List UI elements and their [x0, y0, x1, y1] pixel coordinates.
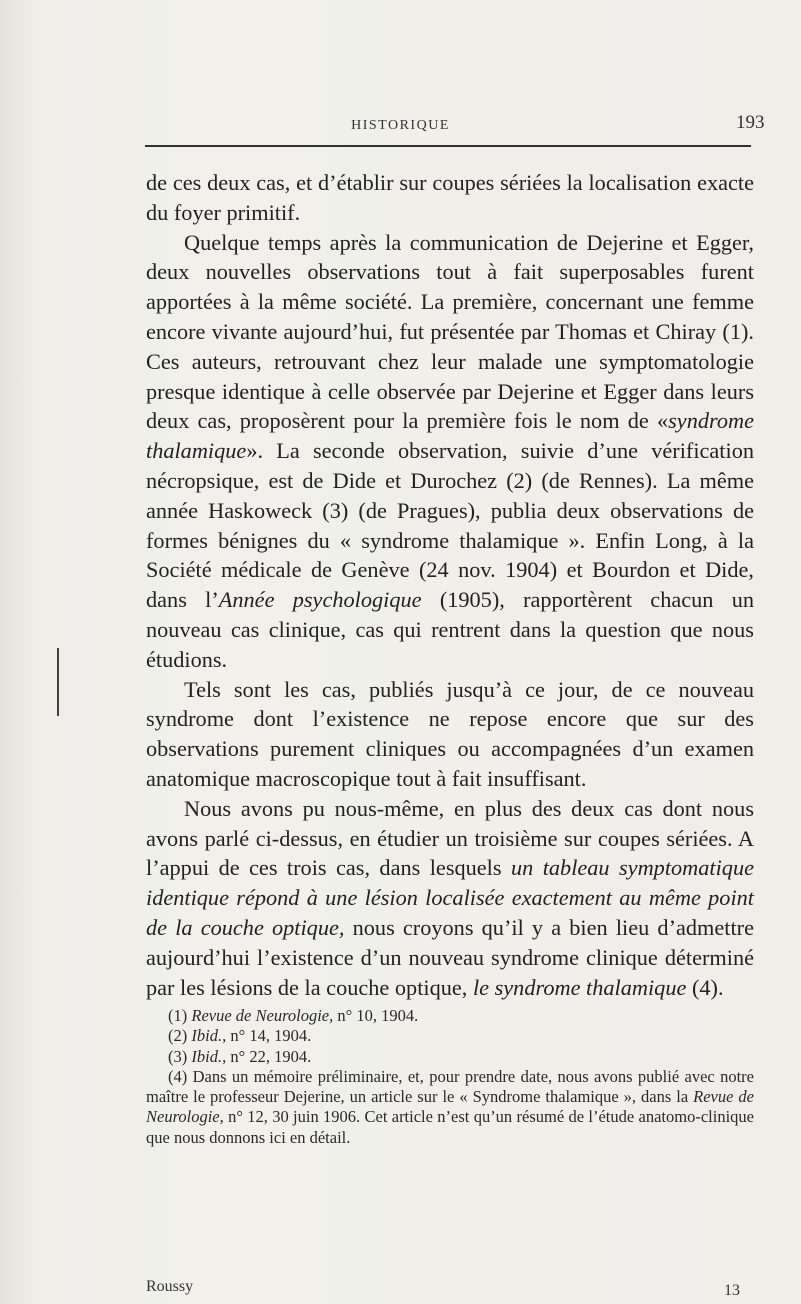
emphasis: syndrome thalamique [146, 408, 754, 464]
paragraph-3: Tels sont les cas, publiés jusqu’à ce jour, de ce nouveau syndrome dont l’existence ne repose encore que sur des observations purement cliniques ou accompagnées d’un examen anatomique macroscopique tout à fait insuffisant. [146, 676, 754, 791]
paragraph-1: de ces deux cas, et d’établir sur coupes sériées la localisation exacte du foyer primitif. [146, 170, 754, 225]
footnote-3: (3) Ibid., n° 22, 1904. [168, 1046, 312, 1066]
emphasis: un tableau symptomatique identique répond à une lésion localisée exactement au même point de la couche optique, [146, 855, 754, 940]
page-number: 193 [736, 112, 765, 133]
footnotes [146, 1006, 754, 1148]
footnote-4: (4) Dans un mémoire préliminaire, et, pour prendre date, nous avons publié avec notre maître le professeur Dejerine, un article sur le « Syndrome thalamique », dans la Revue de Neurologie, n° 12, 30 juin 1906. Cet article n’est qu’un résumé de l’étude anatomo-clinique que nous donnons ici en détail. [146, 1066, 755, 1147]
footnote-1: (1) Revue de Neurologie, n° 10, 1904. [168, 1006, 419, 1025]
paragraph-2: Quelque temps après la communication de Dejerine et Egger, deux nouvelles observations tout à fait superposables furent apportées à la même société. La première, concernant une femme encore vivante aujourd’hui, fut présentée par Thomas et Chiray (1). Ces auteurs, retrouvant chez leur malade une symptomatologie presque identique à celle observée par Dejerine et Egger dans leurs deux cas, proposèrent pour la première fois le nom de «syndrome thalamique». La seconde observation, suivie d’une vérification nécropsique, est de Dide et Durochez (2) (de Rennes). La même année Haskoweck (3) (de Pragues), publia deux observations de formes bénignes du « syndrome thalamique ». Enfin Long, à la Société médicale de Genève (24 nov. 1904) et Bourdon et Dide, dans l’Année psychologique (1905), rapportèrent chacun un nouveau cas clinique, cas qui rentrent dans la question que nous étudions. [146, 229, 754, 672]
running-header: HISTORIQUE [351, 118, 450, 133]
signature-mark: 13 [724, 1282, 740, 1299]
emphasis: Année psychologique [218, 587, 422, 613]
margin-mark [57, 648, 59, 716]
header-rule [145, 145, 751, 147]
footnote-2: (2) Ibid., n° 14, 1904. [168, 1026, 312, 1046]
footer-author: Roussy [146, 1278, 194, 1295]
emphasis: le syndrome thalamique [472, 974, 687, 1000]
paragraph-4: Nous avons pu nous-même, en plus des deux cas dont nous avons parlé ci-dessus, en étudier un troisième sur coupes sériées. A l’appui de ces trois cas, dans lesquels un tableau symptomatique identique répond à une lésion localisée exactement au même point de la couche optique, nous croyons qu’il y a bien lieu d’admettre aujourd’hui l’existence d’un nouveau syndrome clinique déterminé par les lésions de la couche optique, le syndrome thalamique (4). [146, 795, 754, 1000]
body-text [146, 168, 754, 1002]
